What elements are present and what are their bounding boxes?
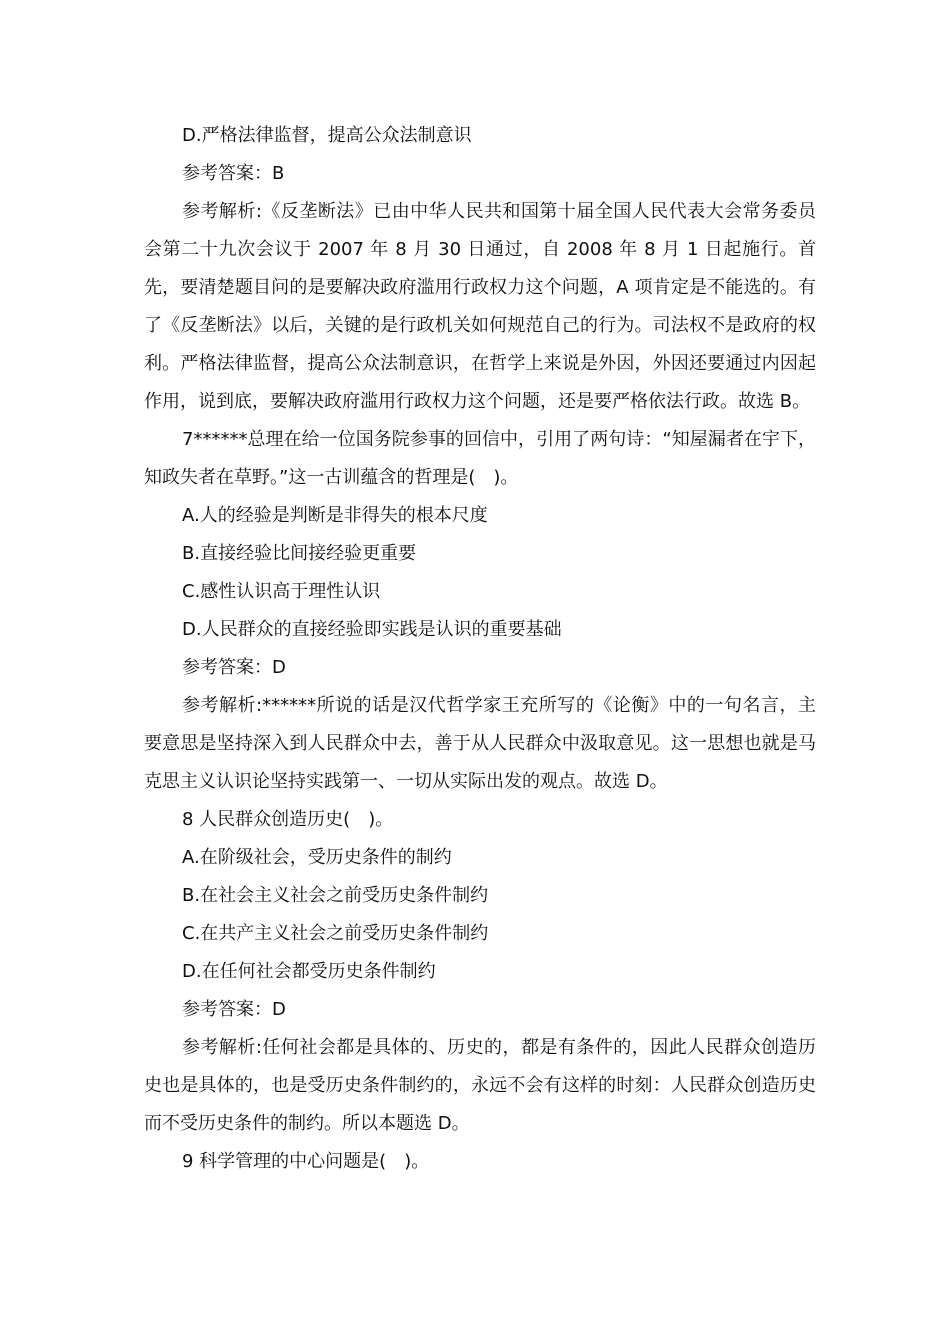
option-d-text: D.人民群众的直接经验即实践是认识的重要基础	[182, 619, 562, 640]
option-b-text: B.直接经验比间接经验更重要	[182, 543, 417, 564]
question-9-text: 9 科学管理的中心问题是( )。	[182, 1151, 430, 1172]
option-b-text: B.在社会主义社会之前受历史条件制约	[182, 885, 489, 906]
answer-text: 参考答案：B	[182, 163, 285, 184]
option-c-text: C.在共产主义社会之前受历史条件制约	[182, 923, 489, 944]
analysis-text: 参考解析:******所说的话是汉代哲学家王充所写的《论衡》中的一句名言，主要意思是坚持深入到人民群众中去，善于从人民群众中汲取意见。这一思想也就是马克思主义认识论坚持实践第一、一切从实际出发的观点。故选 D。	[144, 695, 816, 792]
question-8-text: 8 人民群众创造历史( )。	[182, 809, 394, 830]
option-d-text: D.在任何社会都受历史条件制约	[182, 961, 436, 982]
answer-text: 参考答案：D	[182, 657, 286, 678]
option-c-text: C.感性认识高于理性认识	[182, 581, 381, 602]
document-page	[144, 117, 816, 1181]
analysis-text: 参考解析:《反垄断法》已由中华人民共和国第十届全国人民代表大会常务委员会第二十九次会议于 2007 年 8 月 30 日通过，自 2008 年 8 月 1 日起施行。首先，要清楚题目问的是要解决政府滥用行政权力这个问题，A 项肯定是不能选的。有了《反垄断法》以后，关键的是行政机关如何规范自己的行为。司法权不是政府的权利。严格法律监督，提高公众法制意识，在哲学上来说是外因，外因还要通过内因起作用，说到底，要解决政府滥用行政权力这个问题，还是要严格依法行政。故选 B。	[144, 201, 816, 412]
option-d-text: D.严格法律监督，提高公众法制意识	[182, 125, 472, 146]
option-a-text: A.在阶级社会，受历史条件的制约	[182, 847, 452, 868]
question-7-text: 7******总理在给一位国务院参事的回信中，引用了两句诗：“知屋漏者在宇下，知政失者在草野。”这一古训蕴含的哲理是( )。	[144, 429, 816, 488]
option-a-text: A.人的经验是判断是非得失的根本尺度	[182, 505, 488, 526]
analysis-text: 参考解析:任何社会都是具体的、历史的，都是有条件的，因此人民群众创造历史也是具体的，也是受历史条件制约的，永远不会有这样的时刻：人民群众创造历史而不受历史条件的制约。所以本题选 D。	[144, 1037, 816, 1134]
answer-text: 参考答案：D	[182, 999, 286, 1020]
